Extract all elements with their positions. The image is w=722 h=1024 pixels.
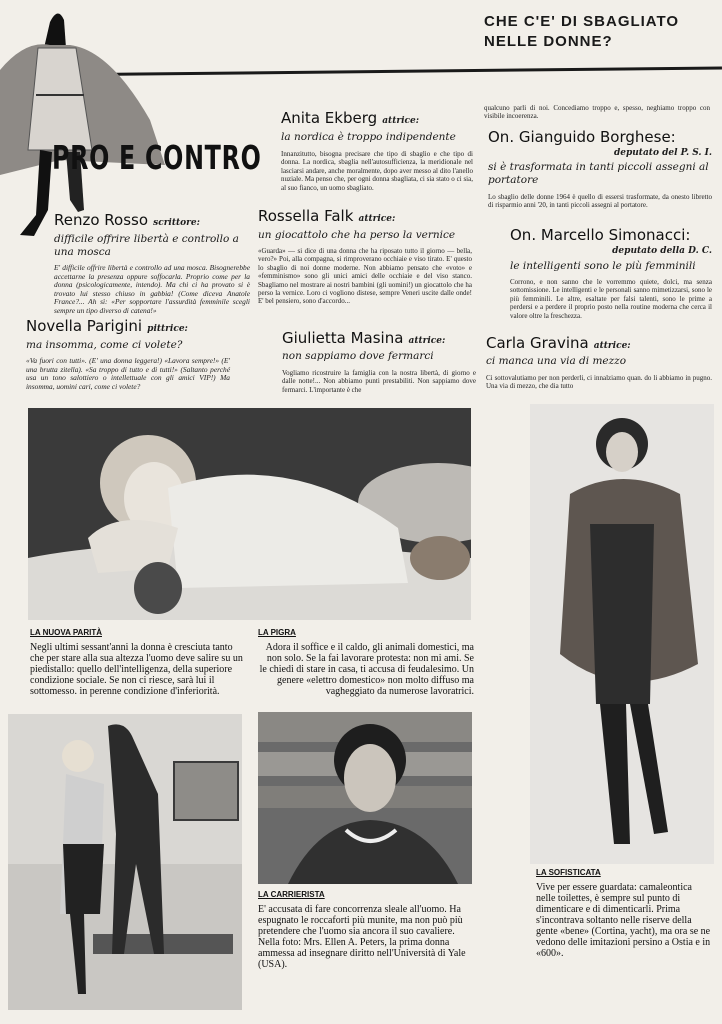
interview-text: «Guarda» — si dice di una donna che ha riposato tutto il giorno — bella, vero?» Poi, alla compagna, si rimproverano occhiaie e viso tirato. E' questo lo sbaglio di noi donne moderne. Non abbiamo pensato che «voto» e «femminismo» sono gli unici amici delle occhiaie e del viso stanco. Sbagliamo nel mostrare ai nostri bambini (gli uomini!) un giocattolo che ha perso la vernice. Loro ci vogliono distese, sempre Veneri uscite dalle onde! E' bel pensiero, sono d'accordo... (258, 247, 472, 306)
interviewee-role: attrice: (358, 214, 396, 224)
caption-heading: LA SOFISTICATA (536, 868, 601, 877)
interview-headline: ma insomma, come ci volete? (26, 339, 183, 351)
interview-text: E' difficile offrire libertà e controllo ad una mosca. Bisognerebbe accettarne la presenza oppure soffocarla. Proprio come per la donna (psicologicamente, intendo). Ma chi ci ha provato si è trovato lui stesso chiuso in gabbia! (Come diceva Anatole France?... Ah sì: «Per sopportare l'assurdità femminile scegli sempre un tipo diverso di catena!» (54, 263, 250, 315)
caption-text: Adora il soffice e il caldo, gli animali domestici, ma non solo. Se la fai lavorare protesta: non mi ami. Se le chiedi di stare in casa, ti accusa di feudalesimo. Un genere «elettro domestico» non molto diffuso ma vagheggiato da numerose lavoratrici. (259, 642, 474, 697)
interview-headline: si è trasformata in tanti piccoli assegni al portatore (488, 161, 709, 186)
interviewee-role: attrice: (382, 116, 420, 126)
interview-text: Corrono, e non sanno che le vorremmo quiete, dolci, ma senza sottomissione. Le intelligenti e le personali sanno mimetizzarsi, sono le più femminili. Le altre, esaltate per falsi talenti, sono le prime a perdersi e a perdere il proprio posto nella routine moderna che cerca il valore oltre la freschezza. (510, 278, 712, 320)
caption-sofisticata (536, 868, 712, 959)
interview-headline: un giocattolo che ha perso la vernice (258, 229, 456, 241)
caption-pigra (258, 628, 474, 697)
caption-heading: LA CARRIERISTA (258, 890, 325, 899)
interview-simonacci (510, 226, 712, 320)
interview-text: «Va fuori con tutti». (E' una donna leggera!) «Lavora sempre!» (E' una brutta zitella). «Sa troppo di tutto e di tutti!» (Saltanto perché usa un tono salottiero o intellettuale con gli amici VIP!) Ma insomma, uomini cari, come ci volete? (26, 356, 230, 391)
interview-rosso (54, 210, 250, 316)
caption-text: Vive per essere guardata: camaleontica nelle toilettes, è sempre sul punto di dimenticare e di dimenticarli. Prima s'incontrava soltanto nelle riserve della gente «bene» (Cortina, yacht), ma ora se ne vedono delle imitazioni persino a Ostia e in «600». (536, 882, 711, 959)
interviewee-name: Renzo Rosso (54, 211, 149, 229)
caption-heading: LA PIGRA (258, 628, 296, 637)
interview-gravina (486, 333, 712, 391)
interview-headline: difficile offrire libertà e controllo a una mosca (54, 233, 239, 258)
interview-text: Innanzitutto, bisogna precisare che tipo di sbaglio e che tipo di donna. La nordica, sbaglia nell'autosufficienza, la meridionale nel lasciarsi andare, anche moralmente, dopo aver messo al dito l'anello nuziale. Ma penso che, per ogni donna sbagliata, ci sia stato o ci sia, al suo fianco, un uomo sbagliato. (281, 150, 473, 192)
interview-borghese (488, 128, 712, 210)
interviewee-role: scrittore: (153, 218, 200, 228)
interviewee-role: pittrice: (147, 324, 188, 334)
photo-reclining-woman (28, 408, 471, 620)
interview-text: Lo sbaglio delle donne 1964 è quello di essersi trasformate, da onesto libretto di risparmio anni '20, in tanti piccoli assegni al portatore. (488, 193, 712, 210)
fashion-figure-illustration (0, 0, 170, 240)
continued-text: qualcuno parli di noi. Concediamo troppo e, spesso, neghiamo troppo con visibile incoerenza. (484, 104, 710, 121)
photo-woman-library (258, 712, 472, 884)
caption-nuova-parita (30, 628, 248, 697)
interviewee-role: deputato del P. S. I. (613, 148, 712, 158)
interview-text: Vogliamo ricostruire la famiglia con la nostra libertà, di giorno e dalle notte!... Non abbiamo punti prestabiliti. Non sappiamo dove fermarci. L'importante è che (282, 369, 476, 394)
interview-text: Ci sottovalutiamo per non perderli, ci innalziamo quan. do li abbiamo in pugno. Una via di mezzo, che dia tutto (486, 374, 712, 391)
interviewee-name: Anita Ekberg (281, 109, 378, 127)
interview-headline: la nordica è troppo indipendente (281, 131, 456, 143)
interview-falk (258, 206, 472, 306)
interview-ekberg (281, 108, 473, 192)
interview-headline: ci manca una via di mezzo (486, 355, 627, 367)
interviewee-name: On. Marcello Simonacci: (510, 226, 691, 244)
caption-carrierista (258, 890, 472, 970)
interviewee-name: On. Gianguido Borghese: (488, 128, 676, 146)
interview-headline: non sappiamo dove fermarci (282, 350, 434, 362)
interview-masina (282, 328, 476, 394)
interviewee-role: attrice: (593, 341, 631, 351)
interviewee-name: Novella Parigini (26, 317, 143, 335)
magazine-headline (484, 12, 714, 52)
caption-heading: LA NUOVA PARITÀ (30, 628, 102, 637)
headline-line-1: CHE C'E' DI SBAGLIATO (484, 13, 680, 30)
interviewee-name: Rossella Falk (258, 207, 354, 225)
interviewee-role: deputato della D. C. (612, 246, 712, 256)
interview-headline: le intelligenti sono le più femminili (510, 260, 696, 272)
section-title: PRO E CONTRO (52, 138, 262, 177)
interviewee-role: attrice: (408, 336, 446, 346)
photo-woman-fur-stole (530, 404, 714, 864)
caption-text: Negli ultimi sessant'anni la donna è cresciuta tanto che per stare alla sua altezza l'uomo deve salire su un piedistallo: quello dell'intelligenza, della superiore condizione sociale. Se non ci riesce, sarà lui il sottomesso. in perenne condizione d'inferiorità. (30, 642, 243, 697)
interviewee-name: Carla Gravina (486, 334, 589, 352)
caption-text: E' accusata di fare concorrenza sleale all'uomo. Ha espugnato le roccaforti più munite, ma non può più pretendere che l'uomo sia ancora il suo cavaliere. Nella foto: Mrs. Ellen A. Peters, la prima donna ammessa ad insegnare diritto nell'Università di Yale (USA). (258, 904, 466, 970)
interviewee-name: Giulietta Masina (282, 329, 404, 347)
headline-line-2: NELLE DONNE? (484, 33, 613, 50)
interview-parigini (26, 316, 230, 391)
photo-couple-kissing (8, 714, 242, 1010)
